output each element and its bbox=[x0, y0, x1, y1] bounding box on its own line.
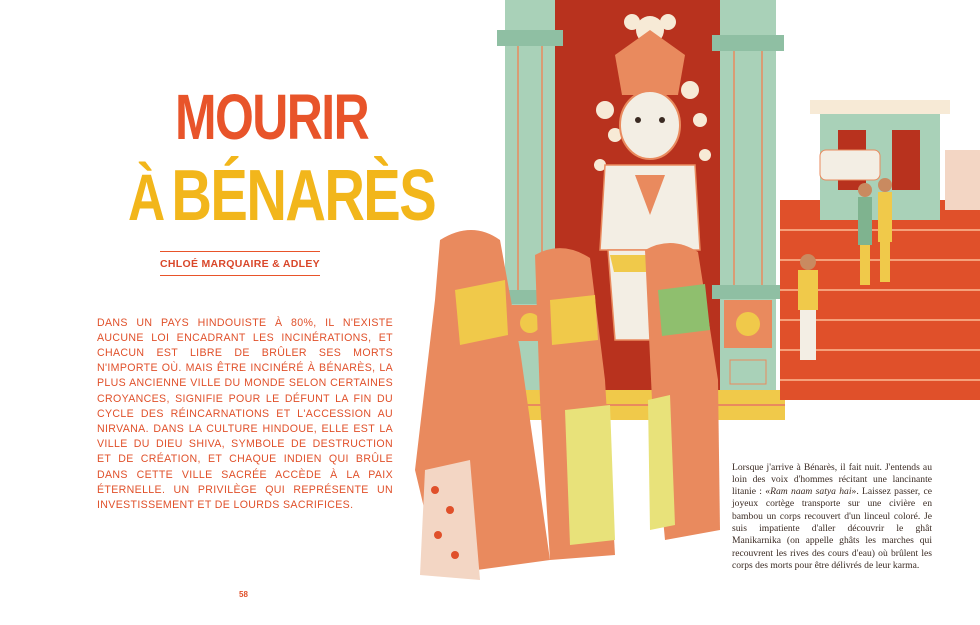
page-number: 58 bbox=[239, 590, 248, 599]
article-title-line1: MOURIR bbox=[175, 81, 369, 153]
article-title-line2 bbox=[128, 156, 436, 236]
body-text-before: Lorsque j'arrive à Bénarès, il fait nuit. J'entends au loin des voix d'hommes récitant une lancinante litanie : « bbox=[732, 461, 932, 498]
article-title-prefix: À bbox=[128, 160, 164, 234]
body-paragraph bbox=[732, 462, 932, 573]
body-text-after: ». Laissez passer, ce joyeux cortège transporte sur une civière en bambou un corps recouvert d'un linceul coloré. Je suis impatiente d'aller découvrir le ghât Manikarnika (on appelle ghâts les marches qui recouvrent les rives des cours d'eau) où brûlent les corps des morts pour être délivrés de leur karma. bbox=[732, 486, 932, 571]
byline-rule-bottom bbox=[160, 275, 320, 276]
byline: CHLOÉ MARQUAIRE & ADLEY bbox=[160, 258, 320, 270]
byline-block bbox=[160, 251, 320, 276]
intro-paragraph: DANS UN PAYS HINDOUISTE À 80%, IL N'EXISTE AUCUNE LOI ENCADRANT LES INCINÉRATIONS, ET CHACUN EST LIBRE DE BRÛLER SES MORTS N'IMPORTE OÙ. MAIS ÊTRE INCINÉRÉ À BÉNARÈS, LA PLUS ANCIENNE VILLE DU MONDE SELON CERTAINES CROYANCES, SIGNIFIE POUR LE DÉFUNT LA FIN DU CYCLE DES RÉINCARNATIONS ET L'ACCESSION AU NIRVANA. DANS LA CULTURE HINDOUE, ELLE EST LA VILLE DU DIEU SHIVA, SYMBOLE DE DESTRUCTION ET DE CRÉATION, ET CHAQUE INDIEN QUI BRÛLE DANS CETTE VILLE SACRÉE ACCÈDE À LA PAIX ÉTERNELLE. UN PRIVILÈGE QUI REPRÉSENTE UN INVESTISSEMENT ET DE LOURDS SACRIFICES. bbox=[97, 316, 393, 512]
article-title-main: BÉNARÈS bbox=[171, 156, 436, 236]
body-text-chant: Ram naam satya hai bbox=[770, 486, 852, 498]
pillar-right bbox=[712, 0, 784, 420]
